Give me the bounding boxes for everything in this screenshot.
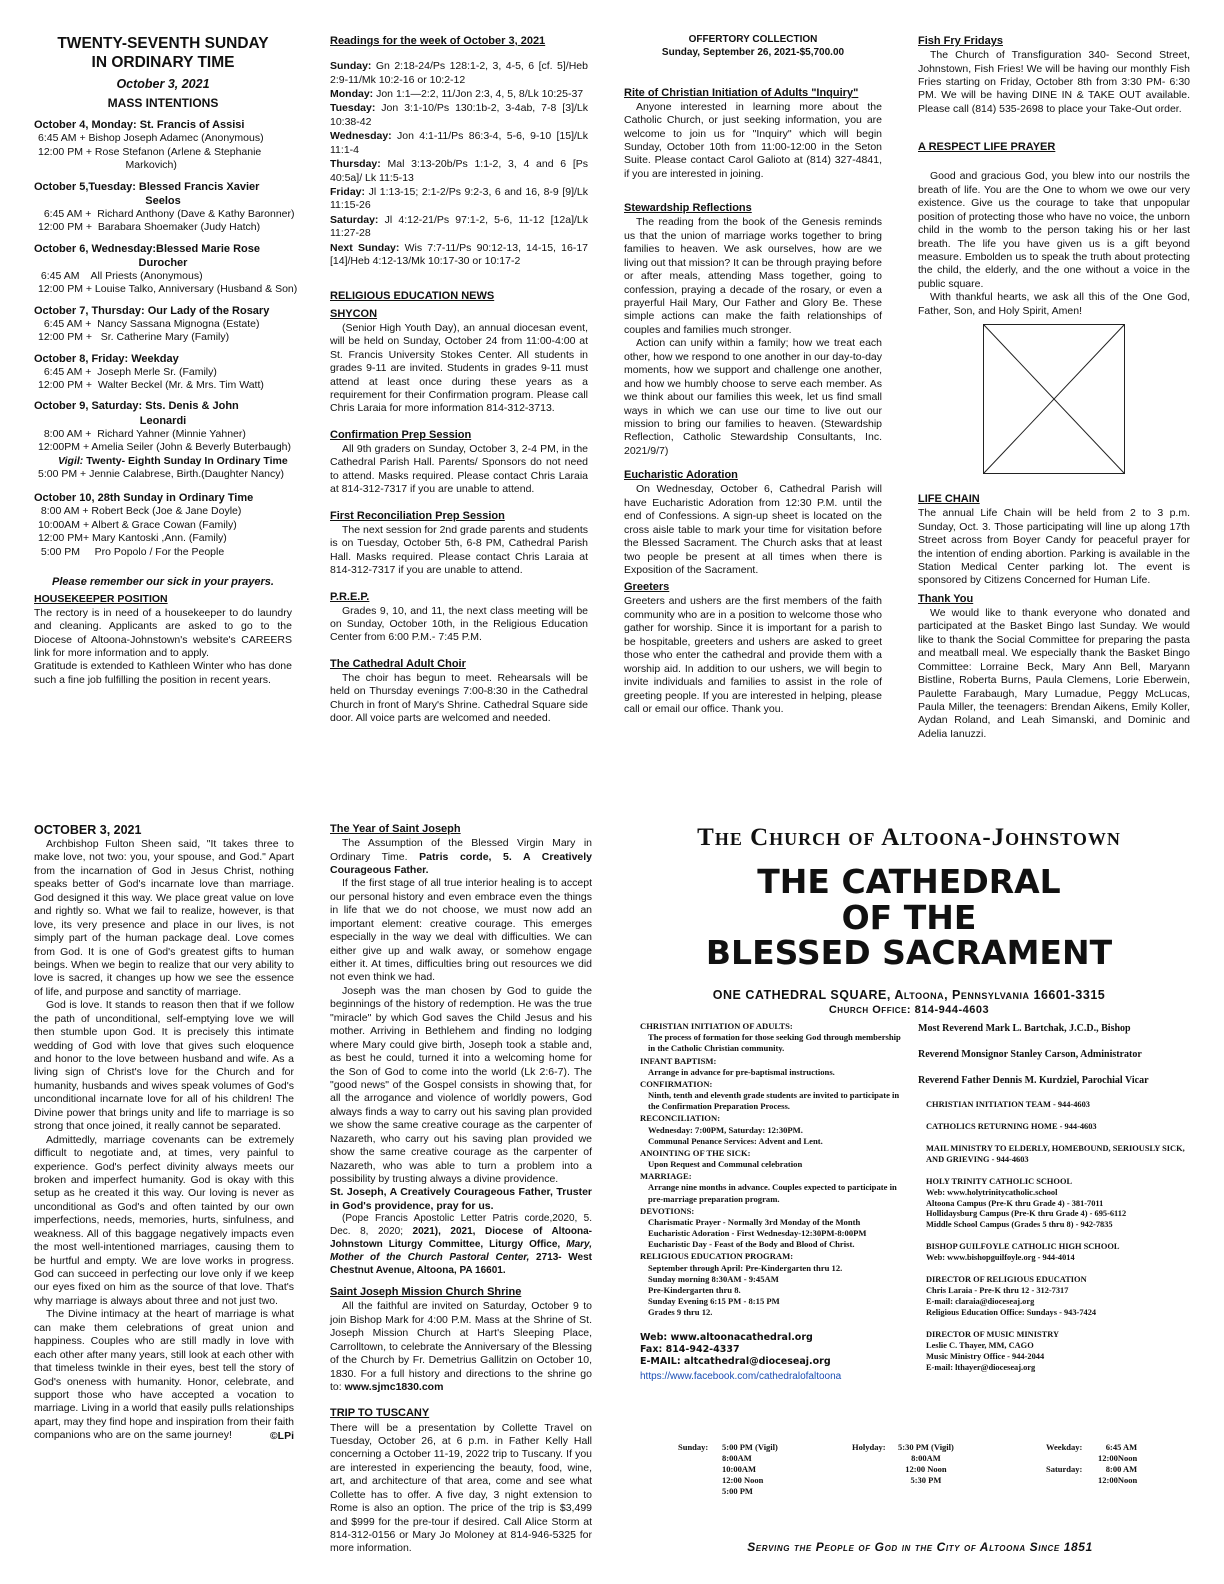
joseph-para-3: Joseph was the man chosen by God to guide the beginnings of the history of redemption. He was the true "miracle" by which God saves the Child Jesus and his mother. Arriving in Bethlehem and finding no lodging where Mary could give birth, Joseph took a stable and, as best he could, turned it into a welcoming home for the Son of God to come into the world (Lk 2:6-7). The "good news" of the Gospel consists in showing that, for all the arrogance and violence of worldly powers, God always finds a way to carry out his saving plan provided we show the same creative courage as the carpenter of Nazareth, who carry out his saving plan provided we show the same creative courage as the carpenter of Nazareth, who was able to turn a problem into a possibility by trusting always a divine providence. — [330, 984, 592, 1186]
reading-text: Gn 2:18-24/Ps 128:1-2, 3, 4-5, 6 [cf. 5]/Heb 2:9-11/Mk 10:2-16 or 10:2-12 — [330, 60, 588, 86]
citation-part-2: 2021), 2021, Diocese of Altoona-Johnstown Liturgy Committee, Liturgy Office, — [330, 1226, 593, 1250]
stewardship-text-1: The reading from the book of the Genesis reminds us that the union of marriage works together to bring families to heaven. We ask ourselves, how are we living out that mission? It can be through praying before or after meals, attending Mass together, going to confession, praying a decade of the rosary, or even a prayerful Hail Mary, Our Father and Glory Be. These simple actions can make the faith relationships of couples and families much stronger. — [624, 216, 882, 336]
mass-intentions-heading: MASS INTENTIONS — [107, 95, 219, 110]
sunday-label: Sunday: — [678, 1442, 709, 1452]
column-fish-fry — [918, 34, 1190, 754]
reading-text: Wis 7:7-11/Ps 90:12-13, 14-15, 16-17 [14]/Heb 4:12-13/Mk 10:17-30 or 10:17-2 — [330, 241, 588, 268]
mass-day-block — [34, 399, 292, 454]
schedule-time: 12:00Noon — [1098, 1453, 1138, 1464]
info-heading: RELIGIOUS EDUCATION PROGRAM: — [640, 1251, 794, 1262]
holyday-label: Holyday: — [852, 1442, 886, 1452]
mass-day-heading: October 4, Monday: St. Francis of Assisi — [34, 119, 245, 132]
mass-day-heading-cont: Leonardi — [139, 414, 187, 427]
reflection-date-heading: OCTOBER 3, 2021 — [34, 823, 142, 837]
life-chain-text: The annual Life Chain will be held from 2 to 3 p.m. Sunday, Oct. 3. Those participating will line up along 17th Street across from Boyer Candy for peaceful prayer for the intention of ending abortion. Parking is available in the Station Medical Center parking lot. The event is sponsored by Citizens Concerned for Human Life. — [918, 507, 1190, 587]
mass-intentions-list — [34, 118, 298, 454]
staff-list — [918, 1022, 1198, 1374]
prayer-text-2: With thankful hearts, we ask all this of the One God, Father, Son, and Holy Spirit, Amen! — [918, 291, 1190, 317]
info-heading: CONFIRMATION: — [640, 1078, 713, 1089]
mass-intention-line: 5:00 PM Pro Popolo / For the People — [38, 545, 225, 558]
joseph-para-2: If the first stage of all true interior healing is to accept our personal history and even embrace even the things in life that we do not choose, we must now add an important element: creative courage. This emerges especially in the way we deal with difficulties. We can either give up and walk away, or somehow engage either it. At times, difficulties bring out resources we did not even think we had. — [330, 877, 592, 984]
vigil-label: Vigil: — [58, 454, 84, 467]
column-offertory — [624, 34, 882, 754]
religious-education-heading: RELIGIOUS EDUCATION NEWS — [330, 289, 495, 302]
footer-motto: Serving the People of God in the City of Altoona Since 1851 — [747, 1540, 1093, 1554]
info-text: Arrange nine months in advance. Couples expected to participate in pre-marriage preparation program. — [648, 1182, 897, 1204]
reading-entry — [330, 88, 588, 101]
shrine-link[interactable]: www.sjmc1830.com — [344, 1381, 444, 1394]
mass-day-heading: October 7, Thursday: Our Lady of the Rosary — [34, 304, 270, 317]
rcia-heading: Rite of Christian Initiation of Adults "Inquiry" — [624, 86, 859, 99]
readings-heading: Readings for the week of October 3, 2021 — [330, 35, 546, 47]
schedule-time: 12:00 Noon — [722, 1475, 764, 1486]
prep-text: Grades 9, 10, and 11, the next class meeting will be on Sunday, October 10th, in the Religious Education Center from 6:00 P.M.- 7:45 P.M. — [330, 604, 588, 644]
mass-intention-line: 12:00 PM + Louise Talko, Anniversary (Husband & Son) — [38, 283, 298, 296]
mass-intention-line: 6:45 AM + Nancy Sassana Mignogna (Estate) — [38, 317, 260, 330]
info-text: Sunday Evening 6:15 PM - 8:15 PM — [648, 1296, 780, 1307]
saturday-times — [1098, 1464, 1137, 1486]
reading-day: Friday: — [330, 186, 366, 199]
mass-day-heading-cont: Durocher — [138, 256, 188, 269]
footer — [640, 1540, 1200, 1562]
website-link[interactable]: Web: www.altoonacathedral.org — [640, 1332, 813, 1344]
thank-you-heading: Thank You — [918, 592, 974, 605]
info-text: Wednesday: 7:00PM, Saturday: 12:30PM. — [648, 1124, 803, 1135]
reading-entry — [330, 130, 588, 157]
staff-line: MAIL MINISTRY TO ELDERLY, HOMEBOUND, SERIOUSLY SICK, AND GRIEVING - 944-4603 — [926, 1143, 1185, 1164]
housekeeper-text: The rectory is in need of a housekeeper to do laundry and cleaning. Applicants are asked to go to the Diocese of Altoona-Johnstown's website's CAREERS link for more information and to apply. — [34, 606, 292, 660]
citation-part-4: 2713- West Chestnut Avenue, Altoona, PA 16601. — [330, 1251, 592, 1276]
housekeeper-text-2: Gratitude is extended to Kathleen Winter who has done such a fine job fulfilling the position in recent years. — [34, 660, 292, 686]
placeholder-cross-icon — [984, 325, 1124, 473]
reading-text: Jon 1:1—2:2, 11/Jon 2:3, 4, 5, 8/Lk 10:25-37 — [376, 87, 584, 100]
confirmation-heading: Confirmation Prep Session — [330, 428, 472, 441]
info-text: Communal Penance Services: Advent and Lent. — [648, 1135, 823, 1146]
schedule-time: 8:00AM — [722, 1453, 752, 1464]
joseph-prayer: St. Joseph, A Creatively Courageous Father, Truster in God's providence, pray for us. — [330, 1186, 592, 1212]
sunday-times — [722, 1442, 778, 1497]
vigil-text: Twenty- Eighth Sunday In Ordinary Time — [86, 454, 288, 467]
fax-number: Fax: 814-942-4337 — [640, 1344, 740, 1356]
facebook-link[interactable]: https://www.facebook.com/cathedralofaltoona — [640, 1371, 842, 1383]
mass-intention-line: 6:45 AM All Priests (Anonymous) — [38, 269, 203, 282]
mass-intention-line: Markovich) — [38, 159, 177, 172]
info-text: September through April: Pre-Kindergarten thru 12. — [648, 1262, 843, 1273]
mass-intention-line: 6:45 AM + Joseph Merle Sr. (Family) — [38, 365, 217, 378]
staff-line: CHRISTIAN INITIATION TEAM - 944-4603 — [926, 1100, 1090, 1109]
day-october-10: October 10, 28th Sunday in Ordinary Time — [34, 492, 254, 505]
reconciliation-heading: First Reconciliation Prep Session — [330, 509, 505, 522]
vigil-row — [34, 455, 292, 468]
church-office-phone: Church Office: 814-944-4603 — [828, 1003, 990, 1016]
schedule-time: 8:00 AM — [1105, 1464, 1138, 1474]
reading-entry — [330, 186, 588, 213]
reading-entry — [330, 214, 588, 241]
title-line-2: IN ORDINARY TIME — [91, 54, 235, 72]
mass-intention-line: 10:00AM + Albert & Grace Cowan (Family) — [38, 518, 237, 531]
thank-you-text: We would like to thank everyone who donated and participated at the Basket Bingo last Sunday. We would like to thank the Social Committee for preparing the pasta and meatball meal. We especially thank the Basket Bingo Committee: Lorraine Beck, Mary Ann Bell, Maryann Bistline, Roberta Burns, Paula Clemens, Lorie Eberwein, Paulette Farabaugh, Mary Lumadue, Peggy McLucas, Paula Miller, the teenagers: Brendan Aikens, Emily Koller, Aydan Roland, and Leah Simanski, and Dominic and Adelia Ianuzzi. — [918, 606, 1190, 740]
info-text: The process of formation for those seeking God through membership in the Catholic Christian community. — [648, 1032, 901, 1054]
mass-intention-line: 12:00PM + Amelia Seiler (John & Beverly Buterbaugh) — [38, 441, 292, 454]
reading-text: Mal 3:13-20b/Ps 1:1-2, 3, 4 and 6 [Ps 40:5a]/ Lk 11:5-13 — [330, 158, 588, 184]
weekday-times — [1098, 1442, 1137, 1464]
reflection-paragraph: Archbishop Fulton Sheen said, "It takes three to make love, not two: you, your spouse, and God." Apart from the incarnation of God in Jesus Christ, nothing speaks better of God's incarnate love than marriage. God designed it this way. We place great value on love and rightly so. What we fail to realize, however, is that love, its very presence and place in our lives, is not simply part of the human package deal. Love comes from God. It is one of God's greatest gifts to human beings. When we begin to realize that our very ability to love is sacred, it changes up how we see the essence of life, and purpose and sanctity of marriage. — [34, 838, 294, 998]
mass-intention-line: 12:00 PM + Walter Beckel (Mr. & Mrs. Tim Watt) — [38, 379, 264, 392]
schedule-time: 5:00 PM — [722, 1486, 753, 1497]
stewardship-heading: Stewardship Reflections — [624, 202, 752, 215]
image-placeholder — [983, 324, 1125, 474]
shrine-body: All the faithful are invited on Saturday, October 9 to join Bishop Mark for 4:00 P.M. Mass at the Shrine of St. Joseph Mission Church at Hart's Sleeping Place, Carrolltown, to celebrate the Anniversary of the Blessing of the Church by Fr. Demetrius Gallitzin on October 10, 1830. For a full history and directions to the shrine go to: — [330, 1300, 592, 1394]
readings-list — [330, 60, 588, 269]
reconciliation-text: The next session for 2nd grade parents and students is on Tuesday, October 5th, 6-8 PM, Cathedral Parish Hall. Masks required. Please contact Chris Laraia at 814-312-7317 if you are unable to attend. — [330, 523, 588, 577]
info-heading: MARRIAGE: — [640, 1171, 692, 1182]
info-text: Pre-Kindergarten thru 8. — [648, 1284, 741, 1295]
mass-intention-line: 6:45 AM + Bishop Joseph Adamec (Anonymous) — [38, 132, 264, 145]
schedule-time: 5:30 PM — [910, 1475, 942, 1486]
offertory-heading: OFFERTORY COLLECTION — [688, 34, 818, 45]
staff-line: DIRECTOR OF RELIGIOUS EDUCATION — [926, 1275, 1087, 1285]
mass-intention-line: 12:00 PM + Sr. Catherine Mary (Family) — [38, 331, 230, 344]
reflection-body — [34, 838, 294, 1443]
info-heading: ANOINTING OF THE SICK: — [640, 1147, 751, 1158]
church-name: The Church of Altoona-Johnstown — [697, 824, 1121, 851]
staff-line: HOLY TRINITY CATHOLIC SCHOOL — [926, 1176, 1073, 1186]
staff-line: Most Reverend Mark L. Bartchak, J.C.D., Bishop — [918, 1023, 1131, 1034]
joseph-citation — [330, 1213, 592, 1277]
cathedral-title — [624, 864, 1194, 971]
greeters-heading: Greeters — [624, 581, 670, 594]
shycon-text: (Senior High Youth Day), an annual diocesan event, will be held on Sunday, October 24 from 11:00-4:00 at St. Francis University Stokes Center. All students in grades 9-11 are invited. Students in grades 9-11 must attend at least once during these years as a requirement for their Confirmation program. Please call Chris Laraia for more information 814-312-3713. — [330, 321, 588, 415]
confirmation-text: All 9th graders on Sunday, October 3, 2-4 PM, in the Cathedral Parish Hall. Parents/ Sponsors do not need to attend. Masks required. Please contact Chris Laraia at 814-312-7317 if you are unable to attend. — [330, 442, 588, 496]
reading-entry — [330, 60, 588, 87]
holyday-times — [898, 1442, 954, 1486]
column-readings — [330, 34, 588, 754]
joseph-intro — [330, 837, 592, 877]
sacraments-info — [640, 1020, 908, 1383]
column-reflection — [34, 822, 294, 1552]
schedule-time: 12:00Noon — [1098, 1475, 1138, 1486]
prayer-text-1: Good and gracious God, you blew into our nostrils the breath of life. You are the One to whom we owe our very existence. Give us the courage to take that unpopular position of protecting those who have no voice, the unborn child in the womb to the person taking his or her last breath. The life you have given us is a gift beyond measure. Embolden us to speak the truth about protecting the child, the elderly, and the one without a voice in the public square. — [918, 170, 1190, 290]
staff-line: E-mail: lthayer@dioceseaj.org — [926, 1362, 1036, 1372]
life-chain-heading: LIFE CHAIN — [918, 493, 980, 506]
cathedral-title-line-3: BLESSED SACRAMENT — [705, 933, 1113, 973]
adoration-heading: Eucharistic Adoration — [624, 469, 738, 482]
staff-line: Middle School Campus (Grades 5 thru 8) - 942-7835 — [926, 1220, 1113, 1230]
shrine-heading: Saint Joseph Mission Church Shrine — [330, 1286, 522, 1299]
mass-day-block — [34, 180, 295, 235]
info-text: Arrange in advance for pre-baptismal instructions. — [648, 1066, 835, 1077]
sacraments-list — [640, 1021, 908, 1318]
reading-text: Jl 1:13-15; 2:1-2/Ps 9:2-3, 6 and 16, 8-9 [9]/Lk 11:15-26 — [330, 186, 589, 212]
staff-line: Chris Laraia - Pre-K thru 12 - 312-7317 — [926, 1286, 1069, 1296]
reading-text: Jl 4:12-21/Ps 97:1-2, 5-6, 11-12 [12a]/Lk 11:27-28 — [330, 213, 589, 240]
staff-info — [918, 1022, 1198, 1422]
schedule-time: 10:00AM — [722, 1464, 756, 1475]
reading-day: Wednesday: — [330, 130, 392, 143]
sick-prayer-note: Please remember our sick in your prayers. — [52, 576, 274, 589]
info-text: Grades 9 thru 12. — [648, 1307, 713, 1318]
mass-day-heading: October 6, Wednesday:Blessed Marie Rose — [34, 242, 260, 255]
mass-schedule — [640, 1442, 1200, 1502]
reading-day: Next Sunday: — [330, 241, 400, 254]
reflection-paragraph: Admittedly, marriage covenants can be extremely difficult to negotiate and, at times, very painful to experience. God's perfect divinity always meets our broken and imperfect humanity. God is okay with this setup as he created it this way. Our loving is never as unconditional as God's and often tainted by our own imperfections, needs, memories, hurts, sinfulness, and weakness. All of this baggage negatively impacts even the most well-intentioned marriages, causing them to be hurtful and empty. We are love works in progress. God can succeed in perfecting our love only if we keep our eyes fixed on him as the source of that love. That's why marriage is always about three and not just two. — [34, 1133, 294, 1307]
mass-day-block — [34, 352, 292, 393]
info-text: Sunday morning 8:30AM - 9:45AM — [648, 1273, 779, 1284]
mass-day-heading: October 5,Tuesday: Blessed Francis Xavier — [34, 180, 260, 193]
fish-fry-text: The Church of Transfiguration 340- Second Street, Johnstown, Fish Fries! We will be having our monthly Fish Fries starting on Friday, October 8th from 3:30 PM- 6:30 PM. We will be having DINE IN & TAKE OUT available. Please call (814) 535-2698 to place your Take-Out order. — [918, 49, 1190, 115]
mass-intention-line: 8:00 AM + Robert Beck (Joe & Jane Doyle) — [38, 505, 242, 518]
schedule-time: 5:30 PM (Vigil) — [898, 1442, 954, 1452]
masthead — [624, 822, 1194, 1016]
choir-text: The choir has begun to meet. Rehearsals will be held on Thursday evenings 7:00-8:30 in the Cathedral Church in front of Mary's Shrine. Cathedral Square side door. All voice parts are welcomed and needed. — [330, 671, 588, 725]
info-text: Upon Request and Communal celebration — [648, 1159, 803, 1170]
mass-intention-line: 8:00 AM + Richard Yahner (Minnie Yahner) — [38, 427, 246, 440]
shrine-text — [330, 1300, 592, 1394]
mass-intention-line: 6:45 AM + Richard Anthony (Dave & Kathy Baronner) — [38, 207, 295, 220]
reflection-paragraph: The Divine intimacy at the heart of marriage is what can make them celebrations of great union and happiness. Couples who are still madly in love with each other after many years, still look at each other with that timeless twinkle in their eyes, best tell the story of God's oneness with humanity. Honor, celebrate, and support those who have accepted a vocation to marriage. Living in a world that easily pulls relationships apart, may they find hope and inspiration from their faith companions who are on the same journey! — [34, 1308, 294, 1442]
contact-block — [640, 1332, 908, 1368]
mass-intention-line: 12:00 PM + Barabara Shoemaker (Judy Hatch) — [38, 221, 261, 234]
prep-heading: P.R.E.P. — [330, 590, 370, 603]
weekday-label: Weekday: — [1046, 1442, 1083, 1452]
mass-intention-line: 12:00 PM+ Mary Kantoski ,Ann. (Family) — [38, 532, 227, 545]
prayer-heading: A RESPECT LIFE PRAYER — [918, 141, 1056, 154]
reading-day: Monday: — [330, 87, 374, 100]
staff-line: BISHOP GUILFOYLE CATHOLIC HIGH SCHOOL — [926, 1242, 1120, 1252]
info-heading: DEVOTIONS: — [640, 1205, 695, 1216]
joseph-intro-bold: Patris corde, 5. A Creatively Courageous Father. — [330, 850, 593, 876]
mass-day-block — [34, 118, 292, 172]
reading-text: Jon 4:1-11/Ps 86:3-4, 5-6, 9-10 [15]/Lk 11:1-4 — [330, 130, 589, 156]
joseph-intro-text: The Assumption of the Blessed Virgin Mary in Ordinary Time. — [330, 837, 592, 863]
schedule-time: 5:00 PM (Vigil) — [722, 1442, 778, 1452]
reading-day: Thursday: — [330, 158, 381, 171]
shycon-heading: SHYCON — [330, 307, 378, 320]
staff-line: Reverend Monsignor Stanley Carson, Administrator — [918, 1049, 1142, 1060]
schedule-time: 8:00AM — [911, 1453, 941, 1464]
info-text: Eucharistic Day - Feast of the Body and Blood of Christ. — [648, 1239, 855, 1250]
info-text: Eucharistic Adoration - First Wednesday-12:30PM-8:00PM — [648, 1228, 867, 1239]
church-address: ONE CATHEDRAL SQUARE, Altoona, Pennsylvania 16601-3315 — [712, 987, 1106, 1002]
column-saint-joseph — [330, 822, 593, 1555]
mass-day-heading: October 9, Saturday: Sts. Denis & John — [34, 400, 239, 413]
saturday-label: Saturday: — [1046, 1464, 1083, 1474]
staff-line: Hollidaysburg Campus (Pre-K thru Grade 4) - 695-6112 — [926, 1209, 1127, 1219]
info-text: Ninth, tenth and eleventh grade students are invited to participate in the Confirmation Preparation Process. — [648, 1090, 900, 1112]
column-mass-intentions — [34, 34, 298, 754]
staff-line: Web: www.holytrinitycatholic.school — [926, 1187, 1058, 1197]
tuscany-text: There will be a presentation by Collette Travel on Tuesday, October 26, at 6 p.m. in Father Kelly Hall concerning a October 11-19, 2022 trip to Tuscany. If you are interested in experiencing the beauty, food, wine, art, and architecture of that area, come and see what Collette has to offer. A five day, 3 night extension to Rome is also an option. The price of the trip is $3,499 and $999 for the pre-tour if desired. Call Alice Storm at 814-312-0156 or Mary Jo Moloney at 814-946-5325 for more information. — [330, 1421, 592, 1555]
day10-lines — [34, 505, 292, 559]
offertory-amount: Sunday, September 26, 2021-$5,700.00 — [661, 46, 845, 58]
rcia-text: Anyone interested in learning more about the Catholic Church, or just seeking information, you are welcome to join us for "Inquiry" which will begin Sunday, October 10th from 11:00-12:00 in the Seton Suite. Please contact Carol Galioto at (814) 327-4841, if you are interested in joining. — [624, 100, 882, 180]
mass-day-block — [34, 304, 292, 345]
cathedral-title-line-1: THE CATHEDRAL — [757, 862, 1061, 901]
reading-text: Jon 3:1-10/Ps 130:1b-2, 3-4ab, 7-8 [3]/Lk 10:38-42 — [330, 102, 588, 128]
schedule-time: 12:00 Noon — [905, 1464, 947, 1475]
mass-intention-line: 12:00 PM + Rose Stefanon (Arlene & Stephanie — [38, 145, 262, 158]
staff-line: DIRECTOR OF MUSIC MINISTRY — [926, 1329, 1060, 1339]
staff-line: Music Ministry Office - 944-2044 — [926, 1351, 1045, 1361]
reflection-paragraph: God is love. It stands to reason then that if we follow the path of unconditional, self-emptying love we will then stumble upon God. It is precisely this intimate wedding of God with love that gives such eloquence and honor to the love between husband and wife. As a living sign of Christ's love for the Church and for humanity, husbands and wives speak volumes of God's unconditional incarnate love for all of his children! The Divine power that brings unity and life to marriage is so strong that once joined, it really cannot be separated. — [34, 999, 294, 1133]
reading-day: Saturday: — [330, 213, 379, 226]
staff-line: Web: www.bishopguilfoyle.org - 944-4014 — [926, 1253, 1075, 1263]
staff-line: CATHOLICS RETURNING HOME - 944-4603 — [926, 1121, 1097, 1131]
adoration-text: On Wednesday, October 6, Cathedral Parish will have Eucharistic Adoration from 12:30 P.M. until the end of Confessions. A sign-up sheet is located on the cross aisle table to mark your time for visitation before the Blessed Sacrament. The Church asks that at least two people be present at all times when there is Exposition of the Sacrament. — [624, 483, 882, 576]
year-of-joseph-heading: The Year of Saint Joseph — [330, 823, 461, 835]
housekeeper-heading: HOUSEKEEPER POSITION — [34, 593, 168, 606]
email-link[interactable]: E-MAIL: altcathedral@dioceseaj.org — [640, 1356, 831, 1368]
citation-part-1: (Pope Francis Apostolic Letter Patris corde,2020, 5. Dec. 8, 2020; — [330, 1213, 592, 1238]
cathedral-title-line-2: OF THE — [841, 897, 977, 937]
staff-line: E-mail: claraia@dioceseaj.org — [926, 1296, 1035, 1306]
citation-part-3: Mary, Mother of the Church Pastoral Center, — [330, 1238, 593, 1263]
choir-heading: The Cathedral Adult Choir — [330, 657, 466, 670]
bulletin-title — [34, 34, 292, 73]
fish-fry-heading: Fish Fry Fridays — [918, 35, 1003, 47]
mass-day-heading-cont: Seelos — [145, 194, 181, 207]
reading-entry — [330, 242, 588, 269]
lpi-credit: ©LPi — [269, 1429, 294, 1442]
stewardship-text-2: Action can unify within a family; how we treat each other, how we respond to one another in our day-to-day moments, how we support and challenge one another, and how we humbly choose to serve each member. As we think about our families this week, let us find small ways in which we can use our time to live out our mission to bring our families to heaven. (Stewardship Reflection, Catholic Stewardship Consultants, Inc. 2021/9/7) — [624, 337, 882, 457]
schedule-time: 6:45 AM — [1105, 1442, 1138, 1452]
reading-day: Sunday: — [330, 60, 372, 73]
staff-line: Leslie C. Thayer, MM, CAGO — [926, 1340, 1034, 1350]
reading-entry — [330, 158, 588, 185]
reading-entry — [330, 102, 588, 129]
reading-day: Tuesday: — [330, 102, 376, 115]
info-text: Charismatic Prayer - Normally 3rd Monday of the Month — [648, 1216, 861, 1227]
greeters-text: Greeters and ushers are the first members of the faith community who are in a position to welcome those who gather for worship. Since it is important for a parish to be hospitable, greeters and ushers are asked to greet those who enter the cathedral and provide them with a worship aid. In addition to our ushers, we will begin to invite individuals and families to assist in the role of greeting people. If you are interested in helping, please call or email our office. Thank you. — [624, 595, 882, 715]
info-heading: INFANT BAPTISM: — [640, 1055, 717, 1066]
tuscany-heading: TRIP TO TUSCANY — [330, 1407, 430, 1420]
info-heading: CHRISTIAN INITIATION OF ADULTS: — [640, 1021, 793, 1031]
mass-day-block — [34, 242, 298, 297]
title-line-1: TWENTY-SEVENTH SUNDAY — [57, 35, 269, 52]
staff-line: Altoona Campus (Pre-K thru Grade 4) - 381-7011 — [926, 1198, 1104, 1208]
title-date: October 3, 2021 — [116, 76, 210, 91]
vigil-mass-line: 5:00 PM + Jennie Calabrese, Birth.(Daughter Nancy) — [38, 467, 284, 480]
mass-day-heading: October 8, Friday: Weekday — [34, 352, 179, 365]
staff-line: Reverend Father Dennis M. Kurdziel, Parochial Vicar — [918, 1075, 1149, 1086]
staff-line: Religious Education Office: Sundays - 943-7424 — [926, 1307, 1097, 1317]
info-heading: RECONCILIATION: — [640, 1113, 721, 1124]
